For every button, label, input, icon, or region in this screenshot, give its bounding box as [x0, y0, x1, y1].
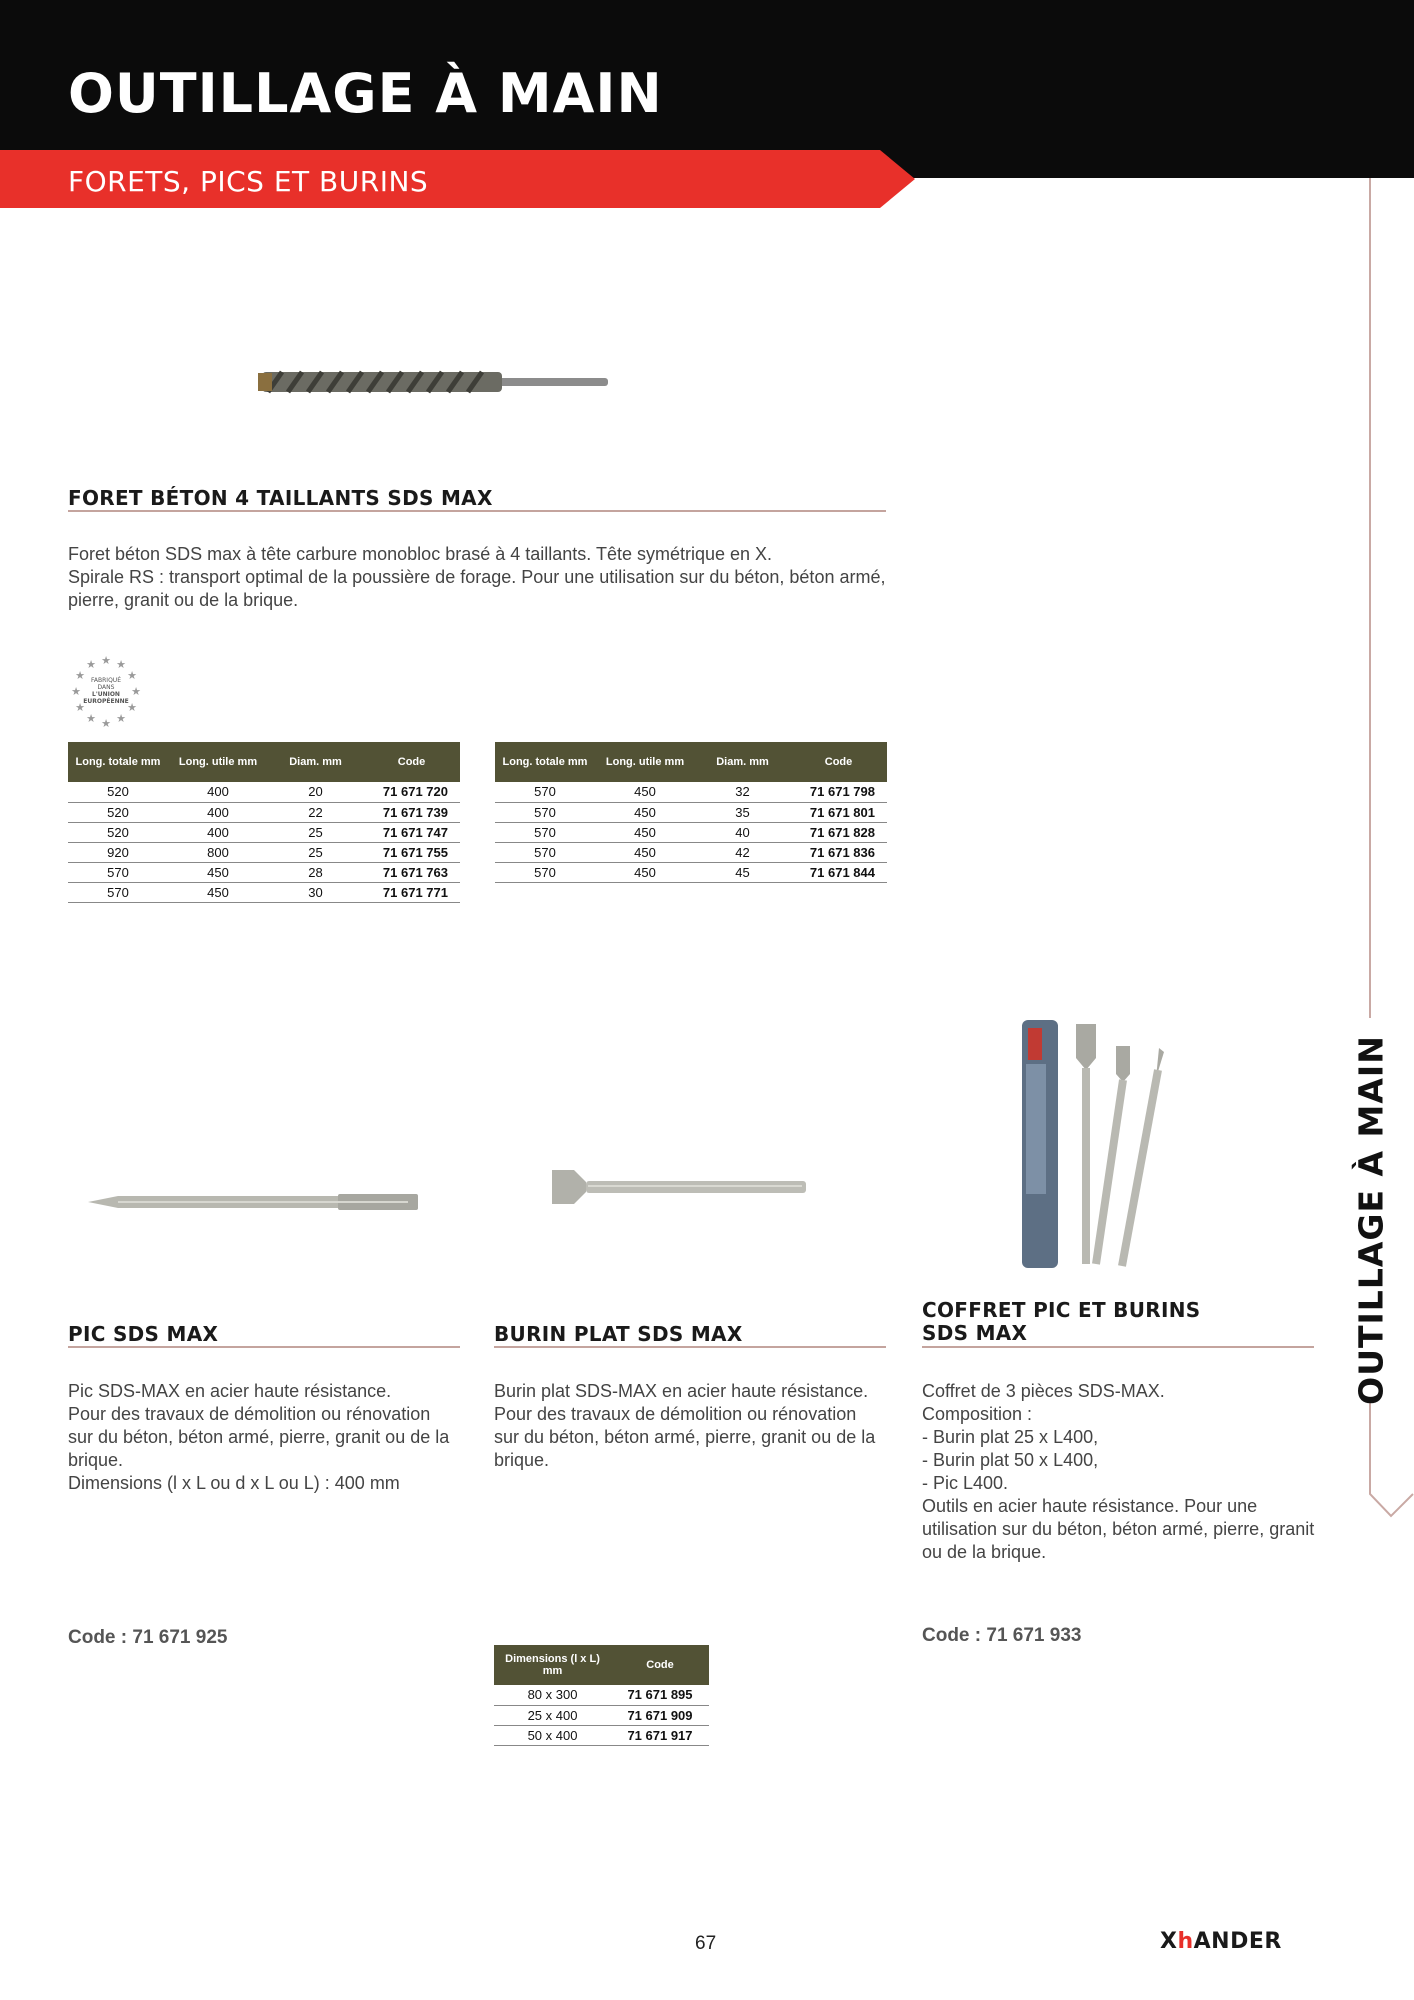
foret-table-left	[68, 742, 460, 903]
eu-badge-text: EUROPÉENNE	[83, 698, 129, 705]
table-cell: 450	[595, 842, 695, 862]
svg-text:★: ★	[75, 669, 85, 682]
table-cell: 450	[168, 882, 268, 902]
burin-desc-line: sur du béton, béton armé, pierre, granit ou de la	[494, 1427, 876, 1447]
page-number: 67	[695, 1933, 717, 1954]
col-header: Code	[790, 742, 887, 782]
table-cell-code: 71 671 828	[790, 822, 887, 842]
col-header: Diam. mm	[695, 742, 790, 782]
table-cell: 450	[595, 822, 695, 842]
table-cell: 30	[268, 882, 363, 902]
table-cell-code: 71 671 836	[790, 842, 887, 862]
col-header: Code	[611, 1645, 709, 1685]
section-subtitle: FORETS, PICS ET BURINS	[68, 165, 429, 198]
foret-description	[68, 543, 898, 612]
table-cell: 450	[595, 862, 695, 882]
foret-desc-line: Foret béton SDS max à tête carbure monobloc brasé à 4 taillants. Tête symétrique en X.	[68, 544, 773, 564]
table-cell: 570	[68, 882, 168, 902]
foret-desc-line: pierre, granit ou de la brique.	[68, 590, 299, 610]
col-header: Long. utile mm	[595, 742, 695, 782]
table-cell: 22	[268, 802, 363, 822]
svg-text:★: ★	[127, 701, 137, 714]
side-divider-lower	[1369, 1400, 1371, 1485]
table-cell: 20	[268, 782, 363, 802]
side-tab-label: OUTILLAGE À MAIN	[1351, 1035, 1391, 1405]
coffret-desc-line: Outils en acier haute résistance. Pour une	[922, 1496, 1258, 1516]
pic-title: PIC SDS MAX	[68, 1322, 219, 1346]
col-header: Diam. mm	[268, 742, 363, 782]
foret-title: FORET BÉTON 4 TAILLANTS SDS MAX	[68, 486, 493, 510]
burin-desc-line: brique.	[494, 1450, 550, 1470]
coffret-description	[922, 1380, 1332, 1564]
table-cell: 45	[695, 862, 790, 882]
table-cell: 400	[168, 782, 268, 802]
coffret-desc-line: ou de la brique.	[922, 1542, 1047, 1562]
table-header-row	[495, 742, 887, 782]
coffret-title-line: SDS MAX	[922, 1321, 1028, 1345]
table-row	[494, 1725, 709, 1745]
foret-drill-image	[258, 362, 608, 406]
table-row	[68, 782, 460, 802]
table-cell: 400	[168, 822, 268, 842]
table-row	[495, 822, 887, 842]
table-row	[68, 822, 460, 842]
svg-text:★: ★	[86, 658, 96, 671]
col-header: Long. utile mm	[168, 742, 268, 782]
table-cell: 450	[595, 782, 695, 802]
brand-logo	[1160, 1929, 1282, 1954]
pic-chisel-image	[88, 1190, 418, 1214]
pic-code: Code : 71 671 925	[68, 1627, 228, 1648]
burin-desc-line: Pour des travaux de démolition ou rénovation	[494, 1404, 857, 1424]
table-cell: 520	[68, 782, 168, 802]
svg-text:★: ★	[86, 712, 96, 725]
table-header-row	[68, 742, 460, 782]
table-cell-code: 71 671 895	[611, 1685, 709, 1705]
eu-made-badge	[64, 652, 148, 736]
table-cell: 450	[595, 802, 695, 822]
table-cell: 450	[168, 862, 268, 882]
col-header: Long. totale mm	[68, 742, 168, 782]
table-cell-code: 71 671 771	[363, 882, 460, 902]
table-header-row	[494, 1645, 709, 1685]
pic-desc-line: Pic SDS-MAX en acier haute résistance.	[68, 1381, 392, 1401]
table-cell: 520	[68, 802, 168, 822]
table-row	[495, 842, 887, 862]
table-cell: 32	[695, 782, 790, 802]
table-cell: 520	[68, 822, 168, 842]
logo-prefix: X	[1160, 1929, 1178, 1954]
table-row	[68, 802, 460, 822]
table-row	[68, 842, 460, 862]
table-cell-code: 71 671 720	[363, 782, 460, 802]
coffret-desc-line: - Burin plat 50 x L400,	[922, 1450, 1099, 1470]
table-cell: 25	[268, 842, 363, 862]
coffret-rule	[922, 1346, 1314, 1348]
table-row	[68, 862, 460, 882]
coffret-title-line: COFFRET PIC ET BURINS	[922, 1298, 1201, 1322]
page-title: OUTILLAGE À MAIN	[68, 62, 663, 125]
foret-rule	[68, 510, 886, 512]
eu-badge-text: DANS	[97, 684, 115, 691]
table-cell: 570	[495, 802, 595, 822]
table-cell: 25 x 400	[494, 1705, 611, 1725]
table-cell: 570	[495, 782, 595, 802]
burin-rule	[494, 1346, 886, 1348]
table-cell: 40	[695, 822, 790, 842]
table-cell-code: 71 671 739	[363, 802, 460, 822]
pic-rule	[68, 1346, 460, 1348]
burin-table	[494, 1645, 709, 1746]
pic-desc-line: Dimensions (l x L ou d x L ou L) : 400 mm	[68, 1473, 400, 1493]
burin-chisel-image	[552, 1168, 806, 1206]
svg-text:★: ★	[116, 658, 126, 671]
svg-text:★: ★	[127, 669, 137, 682]
table-cell: 42	[695, 842, 790, 862]
table-cell-code: 71 671 917	[611, 1725, 709, 1745]
foret-desc-line: Spirale RS : transport optimal de la poussière de forage. Pour une utilisation sur du béton, béton armé,	[68, 567, 886, 587]
col-header: Long. totale mm	[495, 742, 595, 782]
table-cell-code: 71 671 763	[363, 862, 460, 882]
table-row	[494, 1705, 709, 1725]
coffret-desc-line: Composition :	[922, 1404, 1033, 1424]
logo-suffix: ANDER	[1193, 1929, 1282, 1954]
pic-description	[68, 1380, 468, 1495]
table-cell: 570	[495, 842, 595, 862]
coffret-desc-line: Coffret de 3 pièces SDS-MAX.	[922, 1381, 1165, 1401]
table-cell: 570	[495, 822, 595, 842]
svg-text:★: ★	[116, 712, 126, 725]
table-cell: 400	[168, 802, 268, 822]
table-row	[495, 862, 887, 882]
svg-text:★: ★	[101, 654, 111, 667]
side-divider	[1369, 178, 1371, 1018]
coffret-set-image	[1018, 1018, 1168, 1270]
svg-text:★: ★	[71, 685, 81, 698]
coffret-title	[922, 1299, 1200, 1345]
table-cell: 28	[268, 862, 363, 882]
table-row	[494, 1685, 709, 1705]
table-cell: 570	[68, 862, 168, 882]
table-cell-code: 71 671 747	[363, 822, 460, 842]
coffret-desc-line: - Burin plat 25 x L400,	[922, 1427, 1099, 1447]
side-arrow-icon	[1369, 1484, 1414, 1520]
table-row	[495, 782, 887, 802]
foret-table-right	[495, 742, 887, 883]
table-cell: 35	[695, 802, 790, 822]
table-cell-code: 71 671 844	[790, 862, 887, 882]
svg-text:★: ★	[131, 685, 141, 698]
eu-badge-text: FABRIQUÉ	[91, 677, 121, 684]
svg-text:★: ★	[75, 701, 85, 714]
table-cell: 25	[268, 822, 363, 842]
pic-desc-line: brique.	[68, 1450, 124, 1470]
coffret-desc-line: - Pic L400.	[922, 1473, 1009, 1493]
table-cell: 80 x 300	[494, 1685, 611, 1705]
table-cell: 800	[168, 842, 268, 862]
logo-accent: h	[1177, 1929, 1194, 1954]
table-cell: 920	[68, 842, 168, 862]
coffret-desc-line: utilisation sur du béton, béton armé, pierre, granit	[922, 1519, 1315, 1539]
col-header: Dimensions (l x L) mm	[494, 1645, 611, 1685]
table-row	[68, 882, 460, 902]
svg-text:★: ★	[101, 717, 111, 730]
table-cell: 570	[495, 862, 595, 882]
burin-description	[494, 1380, 894, 1472]
table-cell-code: 71 671 909	[611, 1705, 709, 1725]
table-row	[495, 802, 887, 822]
table-cell: 50 x 400	[494, 1725, 611, 1745]
table-cell-code: 71 671 801	[790, 802, 887, 822]
pic-desc-line: Pour des travaux de démolition ou rénovation	[68, 1404, 431, 1424]
table-cell-code: 71 671 755	[363, 842, 460, 862]
eu-badge-text: L'UNION	[92, 691, 120, 698]
burin-desc-line: Burin plat SDS-MAX en acier haute résistance.	[494, 1381, 869, 1401]
burin-title: BURIN PLAT SDS MAX	[494, 1322, 743, 1346]
coffret-code: Code : 71 671 933	[922, 1625, 1082, 1646]
table-cell-code: 71 671 798	[790, 782, 887, 802]
pic-desc-line: sur du béton, béton armé, pierre, granit ou de la	[68, 1427, 450, 1447]
col-header: Code	[363, 742, 460, 782]
